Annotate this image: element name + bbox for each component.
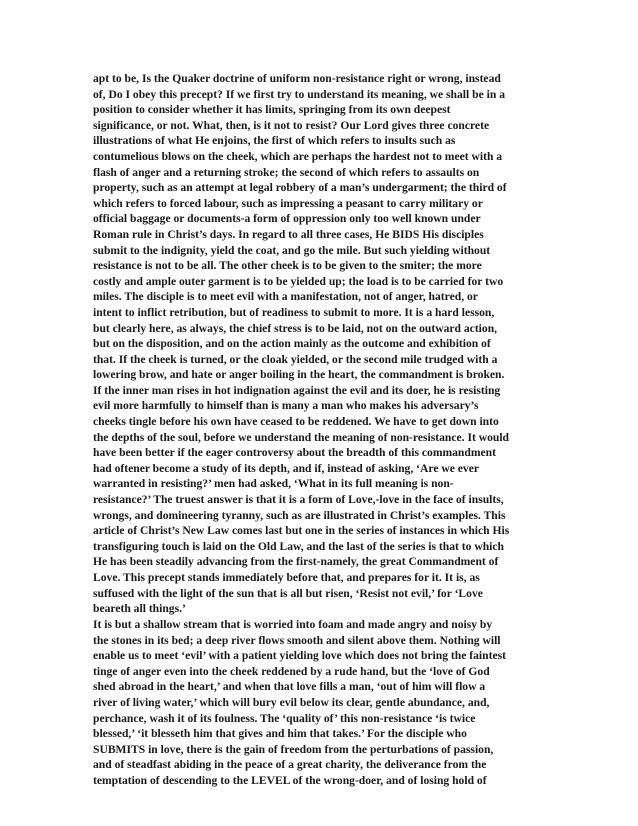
- text-line: have been better if the eager controversy about the breadth of this commandment: [93, 446, 496, 460]
- text-line: the stones in its bed; a deep river flows smooth and silent above them. Nothing will: [93, 633, 501, 647]
- paragraph-2: [93, 617, 553, 789]
- text-line: perchance, wash it of its foulness. The ‘quality of’ this non-resistance ‘is twice: [93, 711, 476, 725]
- text-line: He has been steadily advancing from the first-namely, the great Commandment of: [93, 555, 499, 569]
- text-line: property, such as an attempt at legal robbery of a man’s undergarment; the third of: [93, 181, 507, 195]
- text-line: costly and ample outer garment is to be yielded up; the load is to be carried for two: [93, 274, 504, 288]
- text-line: the depths of the soul, before we understand the meaning of non-resistance. It would: [93, 430, 509, 444]
- text-line: of, Do I obey this precept? If we first try to understand its meaning, we shall be in a: [93, 87, 506, 101]
- text-line: position to consider whether it has limits, springing from its own deepest: [93, 103, 451, 117]
- paragraph-1: [93, 71, 553, 617]
- text-line: wrongs, and domineering tyranny, such as are illustrated in Christ’s examples. This: [93, 508, 506, 522]
- text-line: blessed,’ ‘it blesseth him that gives and him that takes.’ For the disciple who: [93, 727, 467, 741]
- text-line: cheeks tingle before his own have ceased to be reddened. We have to get down into: [93, 415, 499, 429]
- text-line: resistance?’ The truest answer is that it is a form of Love,-love in the face of insults,: [93, 493, 504, 507]
- text-line: Love. This precept stands immediately before that, and prepares for it. It is, as: [93, 571, 480, 584]
- text-line: Roman rule in Christ’s days. In regard to all three cases, He BIDS His disciples: [93, 227, 484, 241]
- text-line: shed abroad in the heart,’ and when that love fills a man, ‘out of him will flow a: [93, 680, 486, 694]
- text-line: contumelious blows on the cheek, which are perhaps the hardest not to meet with a: [93, 149, 503, 163]
- text-line: enable us to meet ‘evil’ with a patient yielding love which does not bring the faintest: [93, 649, 506, 663]
- text-line: but clearly here, as always, the chief stress is to be laid, not on the outward action,: [93, 321, 498, 335]
- text-line: illustrations of what He enjoins, the first of which refers to insults such as: [93, 134, 456, 148]
- text-line: suffused with the light of the sun that is all but risen, ‘Resist not evil,’ for ‘Love: [93, 586, 483, 600]
- text-line: beareth all things.’: [93, 602, 186, 616]
- text-line: transfiguring touch is laid on the Old Law, and the last of the series is that to which: [93, 539, 504, 553]
- text-line: apt to be, Is the Quaker doctrine of uniform non-resistance right or wrong, instead: [93, 72, 501, 85]
- text-line: river of living water,’ which will bury evil below its clear, gentle abundance, and,: [93, 695, 490, 709]
- text-line: temptation of descending to the LEVEL of the wrong-doer, and of losing hold of: [93, 773, 487, 787]
- text-line: If the inner man rises in hot indignation against the evil and its doer, he is resisting: [93, 383, 501, 397]
- text-line: tinge of anger even into the cheek reddened by a rude hand, but the ‘love of God: [93, 664, 490, 678]
- text-line: submit to the indignity, yield the coat, and go the mile. But such yielding without: [93, 243, 491, 257]
- text-line: SUBMITS in love, there is the gain of freedom from the perturbations of passion,: [93, 742, 494, 756]
- text-line: official baggage or documents-a form of oppression only too well known under: [93, 212, 481, 226]
- text-line: lowering brow, and hate or anger boiling in the heart, the commandment is broken.: [93, 368, 505, 382]
- text-line: It is but a shallow stream that is worried into foam and made angry and noisy by: [93, 618, 493, 631]
- text-line: miles. The disciple is to meet evil with a manifestation, not of anger, hatred, or: [93, 290, 478, 304]
- text-line: had oftener become a study of its depth, and if, instead of asking, ‘Are we ever: [93, 461, 480, 475]
- text-line: evil more harmfully to himself than is many a man who makes his adversary’s: [93, 399, 479, 413]
- text-line: significance, or not. What, then, is it not to resist? Our Lord gives three concrete: [93, 118, 490, 132]
- text-line: but on the disposition, and on the action mainly as the outcome and exhibition of: [93, 337, 491, 351]
- text-line: resistance is not to be all. The other cheek is to be given to the smiter; the more: [93, 259, 482, 273]
- text-line: intent to inflict retribution, but of readiness to submit to more. It is a hard lesson,: [93, 305, 495, 319]
- text-line: which refers to forced labour, such as impressing a peasant to carry military or: [93, 196, 483, 210]
- text-line: that. If the cheek is turned, or the cloak yielded, or the second mile trudged with a: [93, 352, 498, 366]
- text-line: and of steadfast abiding in the peace of a great charity, the deliverance from the: [93, 758, 487, 772]
- text-line: warranted in resisting?’ men had asked, ‘What in its full meaning is non-: [93, 477, 454, 491]
- text-line: flash of anger and a returning stroke; the second of which refers to assaults on: [93, 165, 480, 179]
- text-line: article of Christ’s New Law comes last but one in the series of instances in which His: [93, 524, 510, 538]
